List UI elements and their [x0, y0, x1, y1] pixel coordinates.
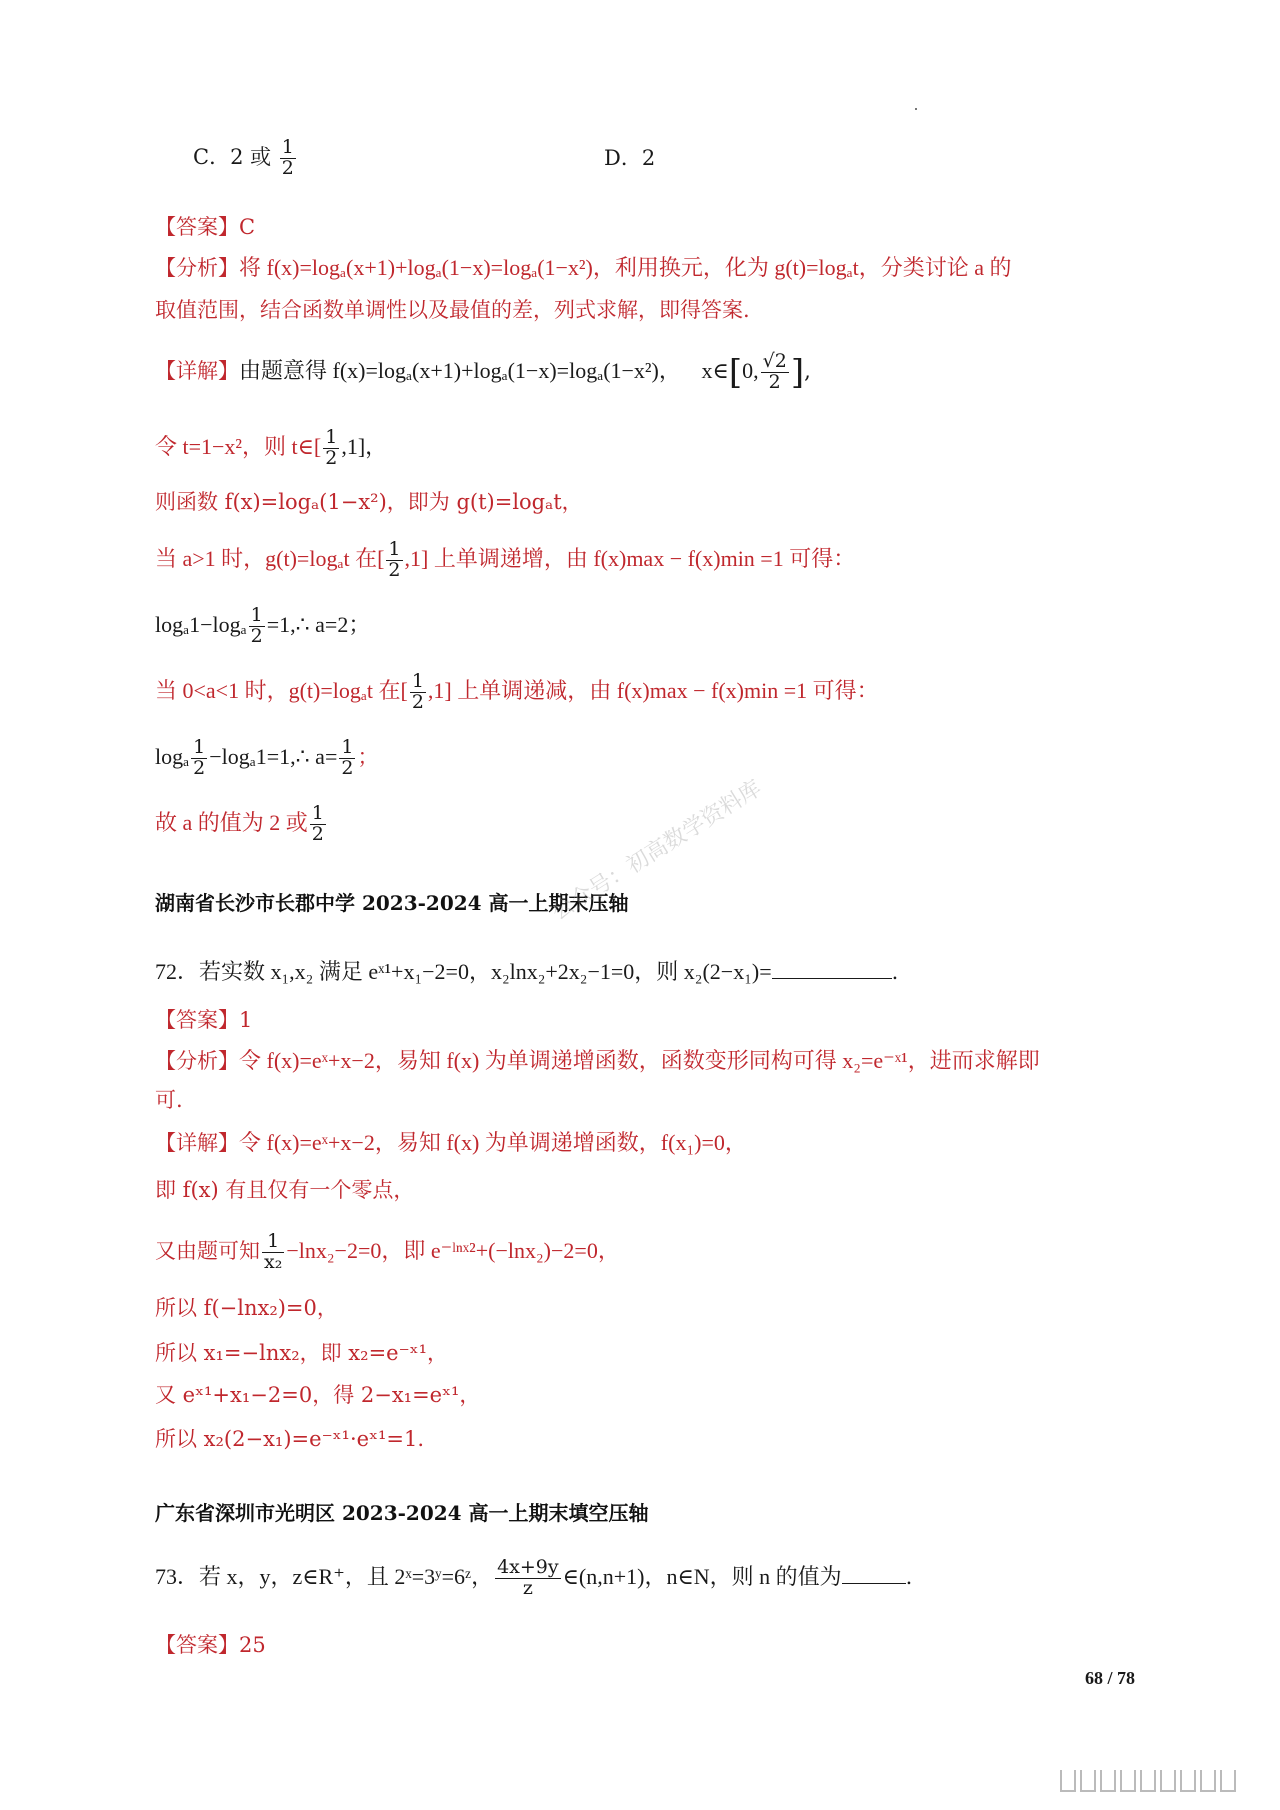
- one-over-x2: $\frac{1}{\text{x₂}}$: [264, 1230, 283, 1273]
- half-fraction: $\frac{1}{2}$: [325, 426, 338, 469]
- q72-answer: 【答案】1: [155, 1008, 253, 1032]
- section-heading-shenzhen: 广东省深圳市光明区 2023-2024 高一上期末填空压轴: [155, 1501, 649, 1525]
- stray-dot: [915, 108, 917, 110]
- q72-detail-line6: 又 eˣ¹+x₁−2=0，得 2−x₁=eˣ¹，: [155, 1383, 481, 1407]
- q71-detail-line7: logₐ $\frac{1}{2}$ −logₐ1=1,∴ a= $\frac{1}{2}$ ；: [155, 736, 379, 779]
- q73-fraction: $\frac{4x+9y}{z}$: [497, 1556, 559, 1599]
- q71-analysis-line1: 【分析】将 f(x)=logₐ(x+1)+logₐ(1−x)=logₐ(1−x²)，利用换元，化为 g(t)=logₐt，分类讨论 a 的: [155, 255, 1012, 280]
- half-fraction: $\frac{1}{2}$: [311, 802, 324, 845]
- q72-answer-blank: [772, 956, 892, 979]
- option-c-label: C．2 或: [193, 144, 272, 169]
- q72-detail-line2: 即 f(x) 有且仅有一个零点，: [155, 1178, 415, 1202]
- decorative-bars: [1060, 1770, 1260, 1792]
- option-c: [193, 138, 298, 179]
- option-c-fraction: $\frac{1}{2}$: [281, 136, 294, 179]
- q71-detail-line6: 当 0<a<1 时，g(t)=logₐt 在[ $\frac{1}{2}$ ,1] 上单调递减，由 f(x)max − f(x)min =1 可得：: [155, 670, 879, 713]
- q71-detail-line1: 【详解】由题意得 f(x)=logₐ(x+1)+logₐ(1−x)=logₐ(1−x²)， x∈[0, $\frac{√2}{2}$ ],: [155, 350, 811, 393]
- sqrt2-over-2: $\frac{√2}{2}$: [762, 350, 787, 393]
- q72-detail-line7: 所以 x₂(2−x₁)=e⁻ˣ¹·eˣ¹=1.: [155, 1427, 425, 1451]
- half-fraction: $\frac{1}{2}$: [341, 736, 354, 779]
- half-fraction: $\frac{1}{2}$: [411, 670, 424, 713]
- option-d: D．2: [604, 146, 656, 170]
- q71-detail-line3: 则函数 f(x)=logₐ(1−x²)，即为 g(t)=logₐt，: [155, 490, 583, 514]
- watermark: 公众号：初高数学资料库: [547, 775, 767, 926]
- half-fraction: $\frac{1}{2}$: [193, 736, 206, 779]
- q72-detail-line4: 所以 f(−lnx₂)=0，: [155, 1296, 338, 1320]
- q73-answer: 【答案】25: [155, 1633, 266, 1657]
- q72-question: 72．若实数 x₁,x₂ 满足 eˣ¹+x₁−2=0，x₂lnx₂+2x₂−1=0，则 x₂(2−x₁)= .: [155, 956, 898, 987]
- q72-analysis-line2: 可.: [155, 1088, 183, 1112]
- half-fraction: $\frac{1}{2}$: [388, 538, 401, 581]
- half-fraction: $\frac{1}{2}$: [250, 604, 263, 647]
- q73-answer-blank: [842, 1561, 906, 1584]
- q71-answer: 【答案】C: [155, 215, 256, 239]
- section-heading-changsha: 湖南省长沙市长郡中学 2023-2024 高一上期末压轴: [155, 891, 629, 915]
- page-number: 68 / 78: [1085, 1668, 1136, 1688]
- q73-question: 73．若 x，y，z∈R⁺，且 2ˣ=3ʸ=6ᶻ， $\frac{4x+9y}{z}$ ∈(n,n+1)，n∈N，则 n 的值为 .: [155, 1556, 913, 1599]
- q72-analysis-line1: 【分析】令 f(x)=eˣ+x−2，易知 f(x) 为单调递增函数，函数变形同构可得 x₂=e⁻ˣ¹，进而求解即: [155, 1048, 1040, 1073]
- q72-detail-line5: 所以 x₁=−lnx₂，即 x₂=e⁻ˣ¹，: [155, 1341, 448, 1365]
- q71-analysis-line2: 取值范围，结合函数单调性以及最值的差，列式求解，即得答案.: [155, 298, 750, 322]
- q72-detail-line3: 又由题可知 $\frac{1}{\text{x₂}}$ −lnx₂−2=0，即 e⁻ˡⁿˣ²+(−lnx₂)−2=0，: [155, 1230, 620, 1273]
- q71-detail-line8: 故 a 的值为 2 或 $\frac{1}{2}$: [155, 802, 324, 845]
- q71-detail-line2: 令 t=1−x²，则 t∈[ $\frac{1}{2}$ ,1]，: [155, 426, 388, 469]
- q71-detail-line5: logₐ1−logₐ $\frac{1}{2}$ =1,∴ a=2；: [155, 604, 371, 647]
- q72-detail-line1: 【详解】令 f(x)=eˣ+x−2，易知 f(x) 为单调递增函数，f(x₁)=0，: [155, 1130, 747, 1155]
- q71-detail-line4: 当 a>1 时，g(t)=logₐt 在[ $\frac{1}{2}$ ,1] 上单调递增，由 f(x)max − f(x)min =1 可得：: [155, 538, 856, 581]
